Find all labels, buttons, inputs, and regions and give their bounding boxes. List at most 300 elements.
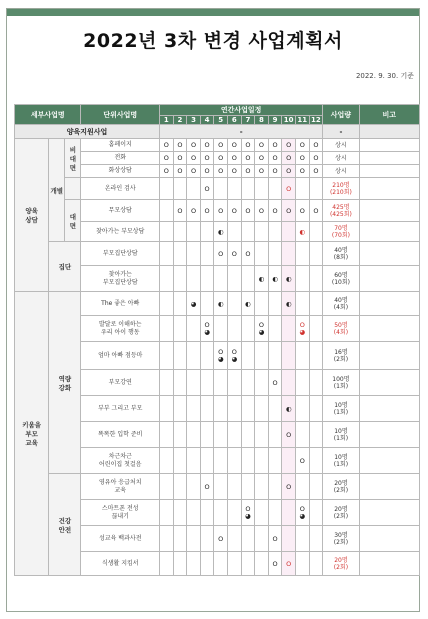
unit-name: 성교육 백과사전 (81, 526, 160, 552)
schedule-mark: ◐ (217, 227, 224, 236)
schedule-cell-m5 (214, 242, 228, 266)
schedule-cell-m6 (228, 200, 242, 222)
schedule-cell-m6 (228, 370, 242, 396)
schedule-cell-m5 (214, 448, 228, 474)
schedule-cell-m11 (295, 139, 309, 152)
schedule-cell-m8 (255, 474, 269, 500)
schedule-cell-m12 (309, 242, 323, 266)
schedule-cell-m11 (295, 178, 309, 200)
month-header-3: 3 (187, 116, 201, 125)
quantity-cell: 10명 (1회) (323, 396, 359, 422)
month-header-11: 11 (297, 116, 308, 124)
schedule-mark: O (231, 154, 237, 162)
schedule-cell-m7 (241, 500, 255, 526)
remarks-cell (359, 165, 419, 178)
schedule-mark: O (272, 154, 278, 162)
schedule-mark: O (177, 167, 183, 175)
schedule-cell-m11 (295, 370, 309, 396)
schedule-cell-m5 (214, 342, 228, 370)
schedule-cell-m12 (309, 165, 323, 178)
schedule-mark: O (286, 559, 292, 568)
schedule-cell-m4 (200, 242, 214, 266)
schedule-mark: O (177, 141, 183, 149)
schedule-cell-m5 (214, 422, 228, 448)
unit-name: 식생활 지킴서 (81, 552, 160, 576)
schedule-mark: ◐ (258, 274, 265, 283)
schedule-cell-m11 (295, 152, 309, 165)
unit-name: 홈페이지 (81, 139, 160, 152)
table-row (15, 178, 420, 200)
type-face: 대 면 (65, 200, 81, 242)
schedule-cell-m10 (282, 342, 296, 370)
schedule-cell-m10 (282, 152, 296, 165)
schedule-mark: O (286, 167, 292, 175)
schedule-cell-m4 (200, 342, 214, 370)
schedule-cell-m1 (160, 316, 174, 342)
schedule-cell-m5 (214, 370, 228, 396)
schedule-mark: O (190, 167, 197, 175)
schedule-cell-m1 (160, 500, 174, 526)
quantity-cell: 상시 (323, 165, 359, 178)
schedule-mark: O (218, 249, 224, 258)
schedule-mark: O (163, 141, 169, 149)
schedule-cell-m5 (214, 474, 228, 500)
schedule-cell-m3 (187, 292, 201, 316)
schedule-cell-m1 (160, 422, 174, 448)
schedule-cell-m3 (187, 370, 201, 396)
schedule-cell-m4 (200, 292, 214, 316)
schedule-cell-m2 (173, 165, 187, 178)
schedule-cell-m10 (282, 396, 296, 422)
schedule-cell-m3 (187, 422, 201, 448)
schedule-cell-m2 (173, 526, 187, 552)
remarks-cell (359, 266, 419, 292)
schedule-cell-m9 (268, 448, 282, 474)
remarks-cell (359, 500, 419, 526)
schedule-cell-m11 (295, 222, 309, 242)
month-header-1: 1 (160, 116, 174, 125)
schedule-mark: O (245, 167, 251, 175)
table-row (15, 139, 420, 152)
schedule-cell-m2 (173, 139, 187, 152)
schedule-cell-m12 (309, 370, 323, 396)
schedule-cell-m8 (255, 500, 269, 526)
schedule-cell-m2 (173, 178, 187, 200)
quantity-cell: 20명 (2회) (323, 552, 359, 576)
page-title: 2022년 3차 변경 사업계획서 (83, 30, 343, 52)
schedule-cell-m7 (241, 292, 255, 316)
schedule-cell-m2 (173, 292, 187, 316)
summary-remarks (359, 125, 419, 139)
schedule-cell-m10 (282, 292, 296, 316)
schedule-cell-m10 (282, 500, 296, 526)
schedule-mark: O (258, 167, 265, 175)
schedule-cell-m12 (309, 292, 323, 316)
quantity-cell: 상시 (323, 139, 359, 152)
schedule-cell-m3 (187, 500, 201, 526)
schedule-mark: O (245, 154, 251, 162)
quantity-cell: 30명 (2회) (323, 526, 359, 552)
schedule-cell-m2 (173, 266, 187, 292)
schedule-cell-m1 (160, 292, 174, 316)
schedule-cell-m1 (160, 448, 174, 474)
schedule-mark: O (272, 559, 278, 568)
schedule-cell-m3 (187, 200, 201, 222)
schedule-cell-m9 (268, 152, 282, 165)
schedule-cell-m12 (309, 526, 323, 552)
schedule-cell-m1 (160, 222, 174, 242)
schedule-cell-m11 (295, 422, 309, 448)
schedule-cell-m9 (268, 316, 282, 342)
schedule-cell-m5 (214, 500, 228, 526)
schedule-mark: O (299, 167, 305, 175)
schedule-cell-m12 (309, 500, 323, 526)
schedule-cell-m8 (255, 526, 269, 552)
schedule-cell-m8 (255, 200, 269, 222)
schedule-cell-m7 (241, 316, 255, 342)
schedule-cell-m5 (214, 165, 228, 178)
schedule-mark: O (231, 141, 237, 149)
schedule-mark: O (190, 206, 197, 215)
schedule-mark: O (163, 167, 169, 175)
schedule-mark: O (258, 154, 265, 162)
schedule-cell-m7 (241, 165, 255, 178)
group-parenting-counsel: 양육 상담 (15, 139, 49, 292)
schedule-cell-m9 (268, 342, 282, 370)
schedule-cell-m3 (187, 526, 201, 552)
quantity-cell: 425명 (425회) (323, 200, 359, 222)
remarks-cell (359, 242, 419, 266)
quantity-cell: 20명 (2회) (323, 474, 359, 500)
header-schedule: 연간사업일정 (160, 105, 323, 116)
schedule-cell-m9 (268, 200, 282, 222)
schedule-cell-m12 (309, 178, 323, 200)
subgroup-health: 건강 안전 (49, 474, 81, 576)
schedule-cell-m3 (187, 552, 201, 576)
quantity-cell: 70명 (70회) (323, 222, 359, 242)
schedule-cell-m1 (160, 396, 174, 422)
quantity-cell: 40명 (8회) (323, 242, 359, 266)
schedule-mark: O (245, 141, 251, 149)
remarks-cell (359, 526, 419, 552)
month-header-12: 12 (311, 116, 321, 124)
schedule-mark: O (286, 184, 292, 193)
unit-name: 부모집단상담 (81, 242, 160, 266)
schedule-cell-m8 (255, 342, 269, 370)
schedule-mark: ◐ (285, 274, 292, 283)
schedule-cell-m2 (173, 500, 187, 526)
schedule-cell-m6 (228, 165, 242, 178)
schedule-mark: O (204, 141, 210, 149)
schedule-cell-m6 (228, 178, 242, 200)
schedule-cell-m9 (268, 396, 282, 422)
schedule-mark: O (204, 184, 210, 193)
schedule-cell-m2 (173, 396, 187, 422)
unit-name: 부모강연 (81, 370, 160, 396)
schedule-cell-m12 (309, 474, 323, 500)
subgroup-capacity: 역량 강화 (49, 292, 81, 474)
table-row (15, 200, 420, 222)
schedule-cell-m5 (214, 139, 228, 152)
schedule-cell-m3 (187, 178, 201, 200)
schedule-cell-m9 (268, 370, 282, 396)
schedule-mark: O (286, 482, 292, 491)
unit-name: 부부 그리고 부모 (81, 396, 160, 422)
schedule-mark: O (231, 249, 237, 258)
schedule-cell-m10 (282, 370, 296, 396)
schedule-cell-m12 (309, 200, 323, 222)
quantity-cell: 10명 (1회) (323, 422, 359, 448)
schedule-cell-m10 (282, 316, 296, 342)
schedule-cell-m6 (228, 266, 242, 292)
month-header-8: 8 (255, 116, 269, 125)
schedule-cell-m9 (268, 526, 282, 552)
schedule-mark: O (286, 206, 292, 215)
summary-schedule: - (160, 125, 323, 139)
quantity-cell: 20명 (2회) (323, 500, 359, 526)
schedule-cell-m12 (309, 342, 323, 370)
schedule-cell-m1 (160, 526, 174, 552)
schedule-cell-m5 (214, 526, 228, 552)
schedule-cell-m1 (160, 139, 174, 152)
schedule-cell-m7 (241, 242, 255, 266)
schedule-cell-m9 (268, 222, 282, 242)
group-parent-education: 키움을 부모 교육 (15, 292, 49, 576)
remarks-cell (359, 316, 419, 342)
schedule-mark: O (177, 206, 183, 215)
schedule-cell-m3 (187, 316, 201, 342)
schedule-cell-m2 (173, 316, 187, 342)
remarks-cell (359, 342, 419, 370)
schedule-mark: O (272, 378, 278, 387)
schedule-cell-m4 (200, 165, 214, 178)
schedule-cell-m8 (255, 222, 269, 242)
remarks-cell (359, 370, 419, 396)
schedule-cell-m6 (228, 500, 242, 526)
schedule-cell-m4 (200, 200, 214, 222)
schedule-mark: O (272, 167, 278, 175)
schedule-cell-m9 (268, 139, 282, 152)
remarks-cell (359, 396, 419, 422)
schedule-cell-m11 (295, 396, 309, 422)
schedule-cell-m10 (282, 448, 296, 474)
schedule-cell-m1 (160, 165, 174, 178)
schedule-mark: O (272, 141, 278, 149)
schedule-mark: O ◕ (245, 504, 251, 520)
schedule-cell-m8 (255, 178, 269, 200)
schedule-cell-m2 (173, 370, 187, 396)
schedule-cell-m7 (241, 422, 255, 448)
schedule-cell-m8 (255, 448, 269, 474)
schedule-cell-m12 (309, 396, 323, 422)
schedule-mark: O (218, 206, 224, 215)
summary-row (15, 125, 420, 139)
schedule-cell-m1 (160, 342, 174, 370)
table-row (15, 242, 420, 266)
schedule-cell-m8 (255, 152, 269, 165)
month-header-6: 6 (228, 116, 242, 125)
schedule-mark: O (299, 206, 305, 215)
month-header-2: 2 (173, 116, 187, 125)
date-note: 2022. 9. 30. 기준 (355, 72, 414, 80)
schedule-cell-m1 (160, 242, 174, 266)
month-header-10: 10 (283, 116, 294, 124)
schedule-cell-m6 (228, 342, 242, 370)
schedule-cell-m8 (255, 370, 269, 396)
schedule-cell-m2 (173, 152, 187, 165)
schedule-mark: O (218, 534, 224, 543)
schedule-mark: O ◕ (299, 320, 306, 336)
schedule-mark: O (231, 167, 237, 175)
quantity-cell: 60명 (10회) (323, 266, 359, 292)
schedule-cell-m7 (241, 200, 255, 222)
schedule-mark: ◐ (272, 274, 278, 283)
schedule-mark: O (272, 206, 278, 215)
schedule-cell-m3 (187, 266, 201, 292)
schedule-cell-m11 (295, 165, 309, 178)
schedule-cell-m6 (228, 422, 242, 448)
remarks-cell (359, 448, 419, 474)
schedule-cell-m12 (309, 266, 323, 292)
schedule-cell-m7 (241, 552, 255, 576)
schedule-cell-m12 (309, 139, 323, 152)
schedule-cell-m1 (160, 370, 174, 396)
schedule-cell-m11 (295, 316, 309, 342)
schedule-cell-m9 (268, 552, 282, 576)
schedule-mark: O ◕ (204, 320, 210, 336)
schedule-mark: O (190, 141, 197, 149)
schedule-cell-m10 (282, 266, 296, 292)
header-unit: 단위사업명 (81, 105, 160, 125)
schedule-mark: O (258, 141, 265, 149)
schedule-mark: O (313, 206, 319, 215)
schedule-mark: O (204, 167, 210, 175)
schedule-cell-m11 (295, 200, 309, 222)
table-row (15, 292, 420, 316)
schedule-cell-m3 (187, 165, 201, 178)
schedule-mark: O (286, 154, 292, 162)
schedule-cell-m6 (228, 448, 242, 474)
unit-name: 찾아가는 부모상담 (81, 222, 160, 242)
schedule-cell-m10 (282, 165, 296, 178)
schedule-cell-m10 (282, 526, 296, 552)
schedule-cell-m3 (187, 474, 201, 500)
schedule-cell-m10 (282, 552, 296, 576)
schedule-mark: O (204, 206, 210, 215)
schedule-cell-m3 (187, 396, 201, 422)
schedule-cell-m4 (200, 552, 214, 576)
schedule-cell-m12 (309, 316, 323, 342)
schedule-cell-m1 (160, 200, 174, 222)
month-header-5: 5 (214, 116, 228, 125)
schedule-cell-m3 (187, 139, 201, 152)
schedule-cell-m8 (255, 292, 269, 316)
month-header-7: 7 (241, 116, 255, 125)
schedule-cell-m1 (160, 178, 174, 200)
remarks-cell (359, 474, 419, 500)
schedule-cell-m2 (173, 342, 187, 370)
schedule-cell-m5 (214, 152, 228, 165)
schedule-mark: O (231, 206, 237, 215)
schedule-mark: O (163, 154, 169, 162)
schedule-cell-m11 (295, 448, 309, 474)
type-blank (65, 178, 81, 200)
schedule-mark: O (286, 430, 292, 439)
schedule-cell-m7 (241, 396, 255, 422)
schedule-cell-m7 (241, 526, 255, 552)
unit-name: 찾아가는 부모집단상담 (81, 266, 160, 292)
schedule-cell-m8 (255, 552, 269, 576)
schedule-cell-m10 (282, 222, 296, 242)
schedule-mark: ◐ (299, 227, 306, 236)
schedule-mark: O (190, 154, 197, 162)
schedule-cell-m3 (187, 342, 201, 370)
type-non-face: 비 대 면 (65, 139, 81, 178)
schedule-cell-m5 (214, 292, 228, 316)
schedule-cell-m10 (282, 422, 296, 448)
schedule-cell-m2 (173, 552, 187, 576)
header-remarks: 비고 (359, 105, 419, 125)
schedule-cell-m11 (295, 266, 309, 292)
unit-name: 전화 (81, 152, 160, 165)
schedule-cell-m5 (214, 222, 228, 242)
schedule-mark: O (177, 154, 183, 162)
schedule-mark: O (313, 167, 319, 175)
schedule-cell-m11 (295, 552, 309, 576)
schedule-cell-m4 (200, 178, 214, 200)
subgroup-individual: 개별 (49, 139, 65, 242)
summary-quantity: - (323, 125, 359, 139)
remarks-cell (359, 552, 419, 576)
schedule-cell-m5 (214, 552, 228, 576)
schedule-cell-m7 (241, 152, 255, 165)
schedule-cell-m12 (309, 222, 323, 242)
schedule-cell-m3 (187, 152, 201, 165)
schedule-mark: O (286, 141, 292, 149)
quantity-cell: 100명 (1회) (323, 370, 359, 396)
schedule-cell-m4 (200, 422, 214, 448)
schedule-cell-m7 (241, 474, 255, 500)
schedule-cell-m11 (295, 242, 309, 266)
schedule-cell-m4 (200, 370, 214, 396)
remarks-cell (359, 292, 419, 316)
remarks-cell (359, 200, 419, 222)
schedule-cell-m4 (200, 266, 214, 292)
schedule-mark: O (218, 154, 224, 162)
schedule-mark: O ◕ (231, 347, 238, 363)
unit-name: 발달로 이해하는 우리 아이 행동 (81, 316, 160, 342)
schedule-cell-m12 (309, 448, 323, 474)
schedule-cell-m9 (268, 292, 282, 316)
schedule-cell-m4 (200, 139, 214, 152)
schedule-cell-m7 (241, 342, 255, 370)
schedule-cell-m8 (255, 396, 269, 422)
schedule-cell-m6 (228, 316, 242, 342)
schedule-mark: ◐ (285, 404, 292, 413)
schedule-mark: O (204, 154, 210, 162)
schedule-cell-m2 (173, 222, 187, 242)
quantity-cell: 40명 (4회) (323, 292, 359, 316)
unit-name: 화상상담 (81, 165, 160, 178)
schedule-cell-m7 (241, 266, 255, 292)
header-category: 세부사업명 (15, 105, 81, 125)
schedule-cell-m1 (160, 266, 174, 292)
schedule-cell-m9 (268, 165, 282, 178)
schedule-cell-m11 (295, 500, 309, 526)
schedule-mark: O (313, 141, 319, 149)
schedule-mark: O (218, 141, 224, 149)
schedule-cell-m2 (173, 474, 187, 500)
